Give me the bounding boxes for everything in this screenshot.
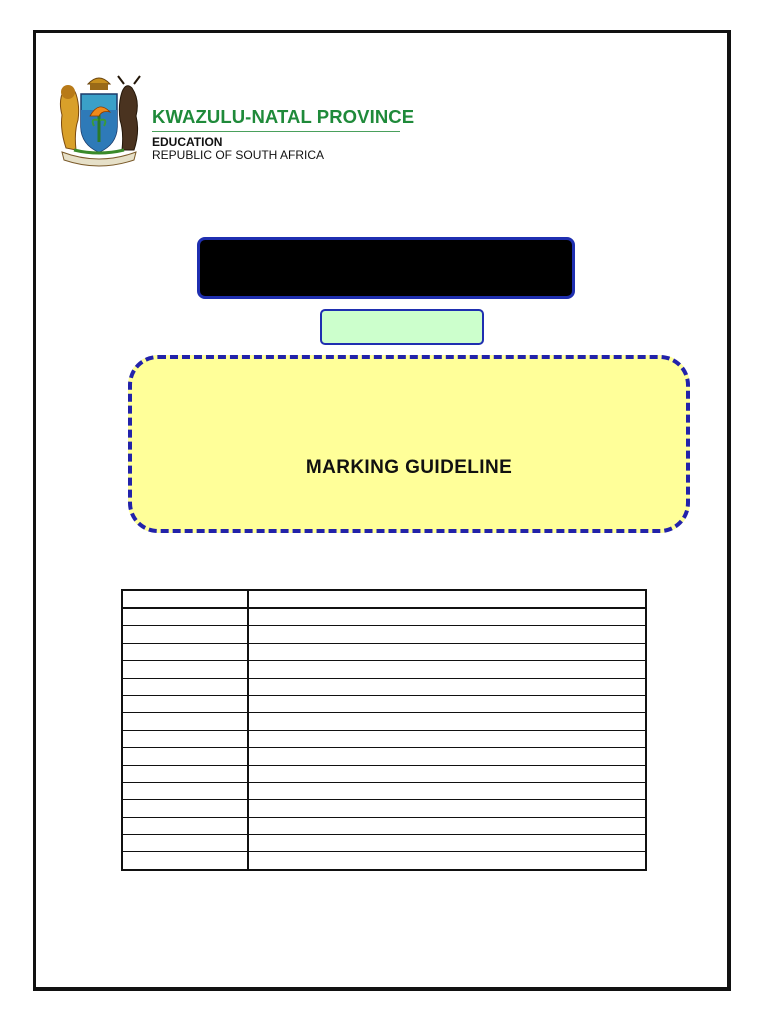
table-cell (248, 608, 646, 626)
grade-box (197, 237, 575, 299)
table-row (122, 590, 646, 608)
table-cell (248, 782, 646, 799)
info-table (121, 589, 647, 871)
document-title: MARKING GUIDELINE (305, 457, 513, 478)
table-cell (122, 782, 248, 799)
table-row (122, 800, 646, 817)
table-cell (248, 800, 646, 817)
table-row (122, 748, 646, 765)
table-cell (122, 817, 248, 834)
table-row (122, 765, 646, 782)
table-cell (248, 695, 646, 712)
table-cell (122, 852, 248, 870)
table-cell (248, 678, 646, 695)
table-row (122, 852, 646, 870)
table-row (122, 782, 646, 799)
table-row (122, 626, 646, 643)
table-cell (122, 835, 248, 852)
coat-of-arms-logo (54, 70, 144, 170)
table-cell (248, 661, 646, 678)
table-row (122, 643, 646, 660)
table-cell (122, 643, 248, 660)
table-cell (122, 590, 248, 608)
letterhead (54, 70, 415, 170)
province-title: KWAZULU-NATAL PROVINCE (152, 106, 415, 127)
table-cell (122, 678, 248, 695)
subject-box (320, 309, 484, 345)
table-cell (122, 800, 248, 817)
table-cell (248, 817, 646, 834)
table-cell (122, 695, 248, 712)
divider (152, 131, 400, 132)
table-cell (248, 643, 646, 660)
table-row (122, 695, 646, 712)
table-row (122, 678, 646, 695)
table-cell (122, 730, 248, 747)
table-row (122, 817, 646, 834)
department-name: EDUCATION (152, 135, 223, 149)
table-cell (248, 626, 646, 643)
table-cell (122, 748, 248, 765)
table-row (122, 713, 646, 730)
table-row (122, 730, 646, 747)
table-cell (122, 765, 248, 782)
title-panel (128, 355, 690, 533)
table-row (122, 661, 646, 678)
table-cell (122, 626, 248, 643)
table-cell (248, 730, 646, 747)
table-cell (122, 713, 248, 730)
table-cell (122, 661, 248, 678)
table-cell (248, 590, 646, 608)
table-row (122, 608, 646, 626)
table-cell (248, 765, 646, 782)
table-row (122, 835, 646, 852)
table-cell (122, 608, 248, 626)
table-cell (248, 852, 646, 870)
country-name: REPUBLIC OF SOUTH AFRICA (152, 148, 325, 162)
table-cell (248, 748, 646, 765)
table-cell (248, 713, 646, 730)
table-cell (248, 835, 646, 852)
